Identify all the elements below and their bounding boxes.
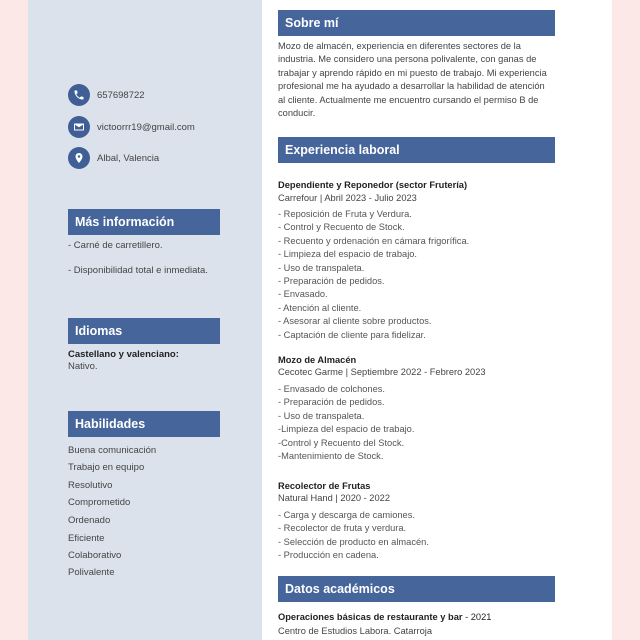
- contact-email: [68, 116, 195, 138]
- location-pin-icon: [68, 147, 90, 169]
- job-title: Recolector de Frutas: [278, 481, 371, 491]
- education-school: Centro de Estudios Labora. Catarroja: [278, 626, 433, 636]
- job-bullet: - Envasado de colchones.: [278, 384, 385, 394]
- job-subtitle: Natural Hand | 2020 - 2022: [278, 493, 390, 503]
- more-info-item: - Disponibilidad total e inmediata.: [68, 265, 208, 276]
- job-bullet: - Reposición de Fruta y Verdura.: [278, 209, 412, 219]
- more-info-item: - Carné de carretillero.: [68, 240, 163, 251]
- job-bullet: - Control y Recuento de Stock.: [278, 222, 405, 233]
- education-heading: Datos académicos: [278, 576, 555, 602]
- course-name: Operaciones básicas de restaurante y bar: [278, 612, 463, 622]
- job-bullets: [278, 509, 429, 563]
- job-bullet: -Control y Recuento del Stock.: [278, 437, 405, 448]
- email-text: victoorrr19@gmail.com: [97, 121, 195, 133]
- phone-text: 657698722: [97, 89, 145, 101]
- phone-icon: [68, 84, 90, 106]
- job-bullet: - Recolector de fruta y verdura.: [278, 523, 407, 534]
- job-bullet: - Recuento y ordenación en cámara frigorífica.: [278, 235, 470, 246]
- experience-heading: Experiencia laboral: [278, 137, 555, 163]
- job-bullet: -Limpieza del espacio de trabajo.: [278, 424, 415, 435]
- contact-location: [68, 147, 159, 169]
- mail-icon: [68, 116, 90, 138]
- job-bullet: - Selección de producto en almacén.: [278, 536, 429, 547]
- skill-item: Trabajo en equipo: [68, 462, 145, 473]
- job-bullet: - Envasado.: [278, 289, 328, 300]
- location-text: Albal, Valencia: [97, 152, 160, 164]
- about-text: Mozo de almacén, experiencia en diferentes sectores de la industria. Me considero una persona polivalente, con ganas de trabajar y aprendo rápido en mi puesto de trabajo. Mi experiencia profesional me ha ayudado a desarrollar la habilidad de atención al cliente. Actualmente me encuentro cursando el permiso B de conducir.: [278, 41, 547, 119]
- skill-item: Comprometido: [68, 497, 131, 508]
- contact-phone: [68, 84, 145, 106]
- about-heading: Sobre mí: [278, 10, 555, 36]
- language-name: Castellano y valenciano:: [68, 349, 179, 360]
- skill-item: Buena comunicación: [68, 445, 157, 456]
- job-bullet: - Carga y descarga de camiones.: [278, 510, 415, 520]
- job-bullet: - Captación de cliente para fidelizar.: [278, 329, 426, 340]
- skills-heading: Habilidades: [68, 411, 220, 437]
- job-bullet: - Uso de transpaleta.: [278, 262, 365, 273]
- job-bullet: - Producción en cadena.: [278, 550, 379, 561]
- skill-item: Colaborativo: [68, 550, 122, 561]
- job-bullet: - Atención al cliente.: [278, 302, 362, 313]
- job-bullet: - Preparación de pedidos.: [278, 276, 385, 287]
- education-course: [278, 612, 491, 622]
- skill-item: Ordenado: [68, 515, 111, 526]
- course-year: - 2021: [462, 612, 492, 622]
- job-title: Dependiente y Reponedor (sector Frutería): [278, 180, 468, 190]
- job-bullets: [278, 208, 469, 342]
- languages-heading: Idiomas: [68, 318, 220, 344]
- job-bullet: - Limpieza del espacio de trabajo.: [278, 249, 418, 260]
- skill-item: Polivalente: [68, 567, 115, 578]
- job-subtitle: Cecotec Garme | Septiembre 2022 - Febrero 2023: [278, 367, 486, 377]
- skill-item: Resolutivo: [68, 480, 113, 491]
- job-bullets: [278, 383, 414, 463]
- job-subtitle: Carrefour | Abril 2023 - Julio 2023: [278, 193, 417, 203]
- job-bullet: - Uso de transpaleta.: [278, 410, 365, 421]
- job-bullet: - Preparación de pedidos.: [278, 397, 385, 408]
- job-title: Mozo de Almacén: [278, 355, 357, 365]
- skill-item: Eficiente: [68, 533, 105, 544]
- more-info-heading: Más información: [68, 209, 220, 235]
- job-bullet: - Asesorar al cliente sobre productos.: [278, 316, 432, 327]
- job-bullet: -Mantenimiento de Stock.: [278, 451, 384, 462]
- language-level: Nativo.: [68, 361, 98, 372]
